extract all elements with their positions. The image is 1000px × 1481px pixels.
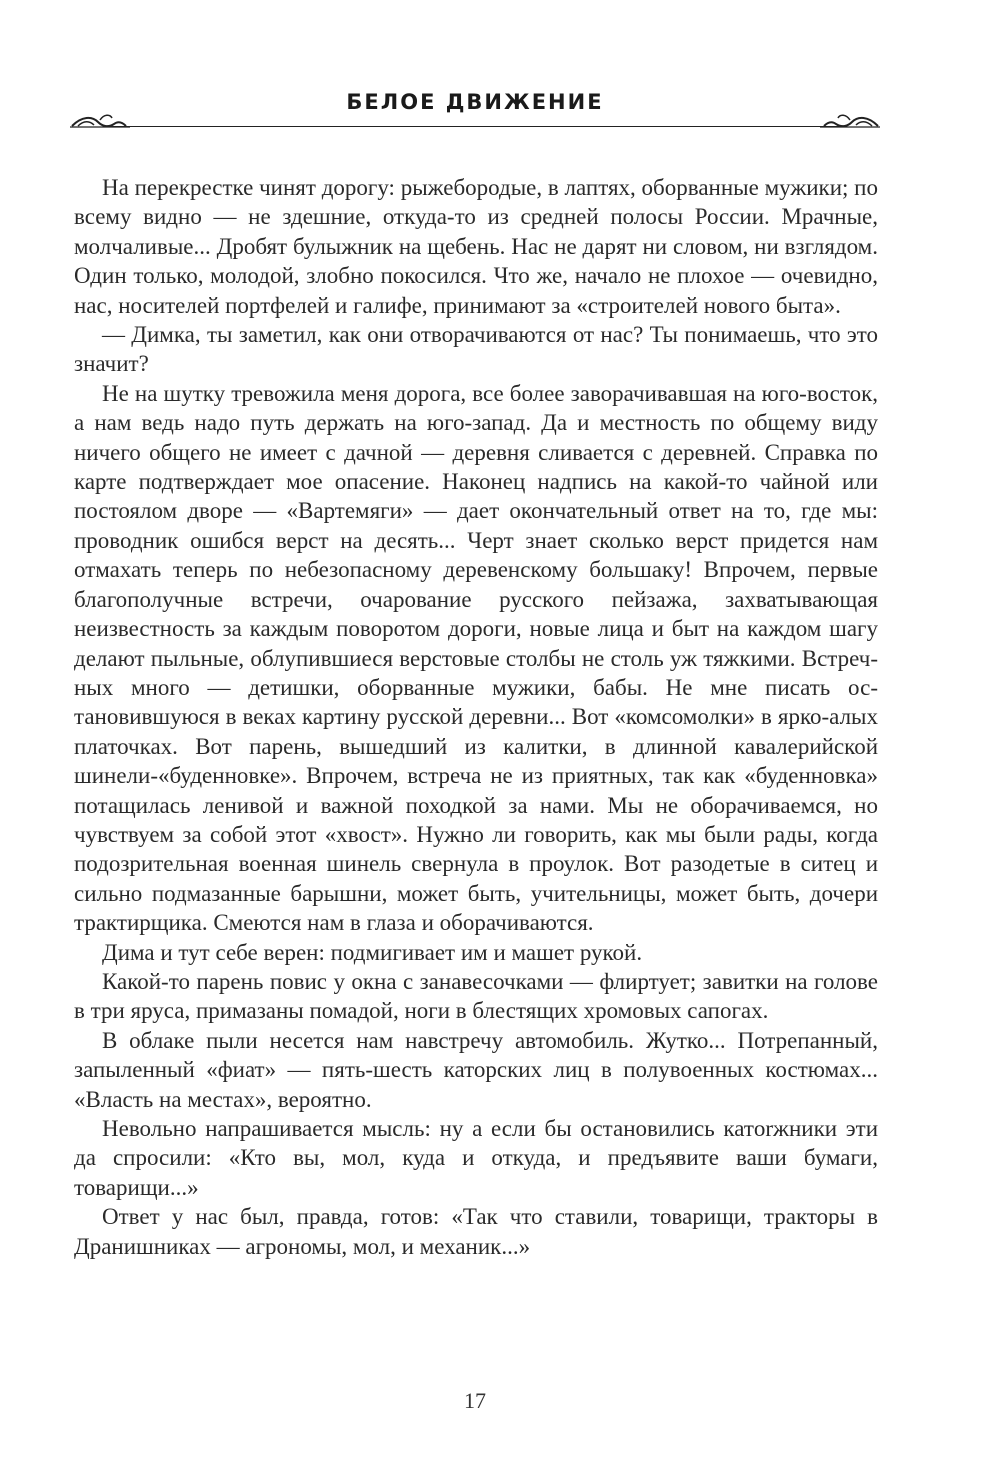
paragraph-7: Невольно напрашивается мысль: ну а если бы остановились катorжники эти да спросили: «Кто вы, мол, куда и откуда, и предъявите ваши бумаги, товарищи...»: [74, 1116, 878, 1200]
paragraph-1: На перекрестке чинят дорогу: рыжебородые, в лаптях, оборванные мужики; по всему видно — не здешние, откуда-то из средней полосы России. Мрачные, молчаливые... Дробят булыжник на щебень. Нас не дарят ни словом, ни взглядом. Один только, молодой, злобно покосился. Что же, начало не плохое — очевидно, нас, носителей портфелей и галифе, принимают за «строителей нового быта».: [74, 175, 878, 318]
running-title: БЕЛОЕ ДВИЖЕНИЕ: [346, 90, 604, 114]
right-flourish-ornament: [820, 112, 880, 134]
left-flourish-ornament: [70, 112, 130, 134]
paragraph-3: Не на шутку тревожила меня дорога, все более заворачивавшая на юго-восток, а нам ведь надо путь держать на юго-запад. Да и местность по общему виду ничего общего не имеет с дачной — деревня сливается с деревней. Справка по карте подтверждает мое опасение. Наконец надпись на какой-то чайной или постоялом дворе — «Вартемяги» — дает окончательный ответ на то, где мы: проводник ошибся верст на десять... Черт знает сколько верст придется нам отмахать теперь по небезопасному деревенскому большаку! Впрочем, первые благополучные встречи, очарование русского пейзажа, захватывающая неизвестность за каждым поворотом дороги, новые лица и быт на каждом шагу делают пыльные, облупившиеся верстовые столбы не столь уж тяжкими. Встречных много — детишки, оборванные мужики, бабы. Не мне писать остановившуюся в веках картину русской деревни... Вот «комсомолки» в ярко-алых платочках. Вот парень, вышедший из калитки, в длинной кавалерийской шинели-«буденновке». Впрочем, встреча не из приятных, так как «буденновка» потащилась ленивой и важной походкой за нами. Мы не оборачиваемся, но чувствуем за собой этот «хвост». Нужно ли говорить, как мы были рады, когда подозрительная военная шинель свернула в проулок. Вот разодетые в ситец и сильно подмазанные барышни, может быть, учительницы, может быть, дочери трактирщика. Смеются нам в глаза и оборачиваются.: [74, 380, 878, 936]
body-text: [74, 173, 878, 1261]
header-rule: [110, 126, 845, 127]
paragraph-8: Ответ у нас был, правда, готов: «Так что ставили, товарищи, тракторы в Дранишниках — агрономы, мол, и механик...»: [74, 1204, 878, 1259]
paragraph-4: Дима и тут себе верен: подмигивает им и машет рукой.: [102, 939, 643, 965]
paragraph-5: Какой-то парень повис у окна с занавесочками — флиртует; завитки на голове в три яруса, примазаны помадой, ноги в блестящих хромовых сапогах.: [74, 968, 878, 1024]
paragraph-2: — Димка, ты заметил, как они отворачиваются от нас? Ты понимаешь, что это значит?: [74, 322, 878, 377]
running-header: [70, 90, 880, 140]
page-number: 17: [464, 1388, 486, 1413]
paragraph-6: В облаке пыли несется нам навстречу автомобиль. Жутко... Потрепанный, запыленный «фиат» — пять-шесть каторских лиц в полувоенных костюмах... «Власть на местах», вероятно.: [74, 1027, 878, 1112]
